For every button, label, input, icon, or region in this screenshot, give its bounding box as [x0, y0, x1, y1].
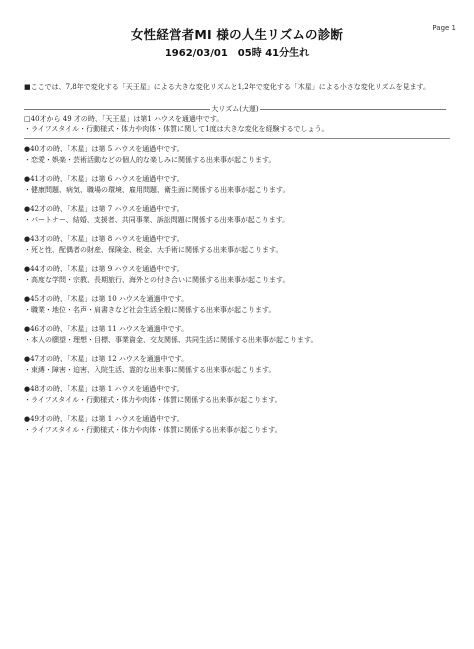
entry-head: ●44才の時、「木星」は第 9 ハウスを通過中です。 [24, 265, 184, 273]
entry-detail: ・束縛・障害・迫害、入院生活、霊的な出来事に関係する出来事が起こります。 [24, 365, 276, 374]
entry-detail: ・本人の願望・理想・目標、事業資金、交友関係、共同生活に関係する出来事が起こります。 [24, 335, 318, 344]
major-rhythm-block [24, 114, 460, 134]
birth-date-subtitle: 1962/03/01 05時 41分生れ [164, 48, 310, 59]
jupiter-entries-list [24, 144, 460, 444]
entry-head: ●41才の時、「木星」は第 6 ハウスを通過中です。 [24, 175, 184, 183]
entry-detail: ・健康問題、病気、職場の環境、雇用問題、衛生面に関係する出来事が起こります。 [24, 185, 290, 194]
entry-detail: ・恋愛・娯楽・芸術活動などの個人的な楽しみに関係する出来事が起こります。 [24, 155, 276, 164]
entry-head: ●43才の時、「木星」は第 8 ハウスを通過中です。 [24, 235, 184, 243]
document-title: 女性経営者MI 様の人生リズムの診断 [130, 27, 344, 42]
entry-head: ●48才の時、「木星」は第 1 ハウスを通過中です。 [24, 385, 184, 393]
major-rhythm-detail: ・ライフスタイル・行動様式・体力や肉体・体質に関して1度は大きな変化を経験するでしょう。 [24, 125, 329, 133]
major-rhythm-divider [24, 105, 446, 113]
major-rhythm-head: □40才から 49 才の時、「天王星」は第1 ハウスを通過中です。 [24, 115, 224, 123]
major-rhythm-label: 大リズム(大運) [211, 105, 259, 113]
entry-head: ●45才の時、「木星」は第 10 ハウスを通過中です。 [24, 295, 189, 303]
entry-detail: ・パートナー、結婚、支援者、共同事業、訴訟問題に関係する出来事が起こります。 [24, 215, 290, 224]
list-item [24, 324, 460, 354]
entry-head: ●40才の時、「木星」は第 5 ハウスを通過中です。 [24, 145, 184, 153]
divider-line-right [260, 109, 446, 110]
entry-head: ●42才の時、「木星」は第 7 ハウスを通過中です。 [24, 205, 184, 213]
entry-detail: ・ライフスタイル・行動様式・体力や肉体・体質に関係する出来事が起こります。 [24, 395, 282, 404]
list-item [24, 174, 460, 204]
intro-paragraph: ■ここでは、7,8年で変化する「天王星」による大きな変化リズムと1,2年で変化する「木星」による小さな変化リズムを見ます。 [24, 83, 431, 91]
list-item [24, 264, 460, 294]
entry-detail: ・死と性、配偶者の財産、保険金、税金、大手術に関係する出来事が起こります。 [24, 245, 283, 254]
list-item [24, 234, 460, 264]
list-item [24, 204, 460, 234]
list-item [24, 414, 460, 444]
list-item [24, 144, 460, 174]
list-item [24, 294, 460, 324]
entry-head: ●49才の時、「木星」は第 1 ハウスを通過中です。 [24, 415, 184, 423]
entry-detail: ・職業・地位・名声・肩書きなど社会生活全般に関係する出来事が起こります。 [24, 305, 276, 314]
list-item [24, 354, 460, 384]
entry-head: ●47才の時、「木星」は第 12 ハウスを通過中です。 [24, 355, 189, 363]
major-rhythm-bottom-rule [24, 138, 450, 139]
entry-detail: ・高度な学問・宗教、長期旅行、海外との付き合いに関係する出来事が起こります。 [24, 275, 290, 284]
entry-detail: ・ライフスタイル・行動様式・体力や肉体・体質に関係する出来事が起こります。 [24, 425, 282, 434]
page-number: Page 1 [432, 24, 456, 32]
list-item [24, 384, 460, 414]
entry-head: ●46才の時、「木星」は第 11 ハウスを通過中です。 [24, 325, 189, 333]
